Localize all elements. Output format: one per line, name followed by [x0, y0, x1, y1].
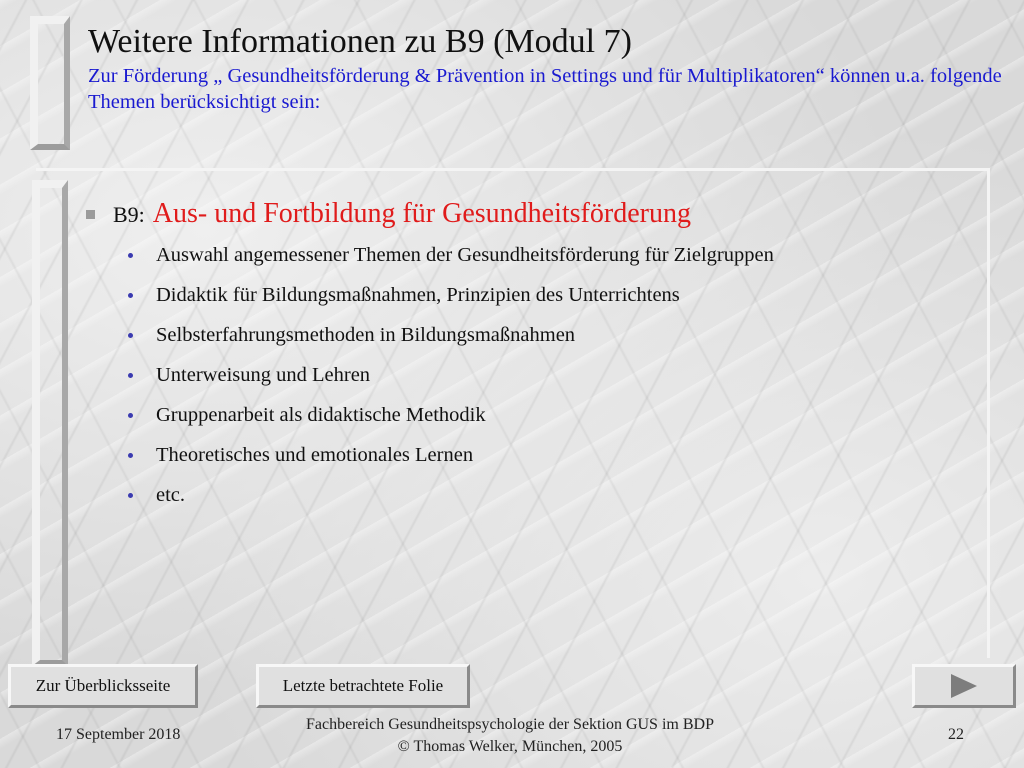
- bullet-dot-icon: [128, 333, 133, 338]
- bullet-dot-icon: [128, 253, 133, 258]
- bullet-dot-icon: [128, 493, 133, 498]
- list-item: [128, 479, 906, 511]
- footer-credit-line2: © Thomas Welker, München, 2005: [397, 738, 623, 755]
- list-item-text: Selbsterfahrungsmethoden in Bildungsmaßnahmen: [156, 324, 576, 346]
- list-item: [128, 439, 906, 471]
- list-item-text: Unterweisung und Lehren: [156, 364, 371, 386]
- list-item: [128, 399, 906, 431]
- list-item-text: etc.: [156, 484, 186, 506]
- list-item: [128, 359, 906, 391]
- square-bullet-icon: [86, 210, 95, 219]
- bullet-dot-icon: [128, 373, 133, 378]
- list-item-text: Auswahl angemessener Themen der Gesundheitsförderung für Zielgruppen: [156, 244, 774, 266]
- list-item-text: Gruppenarbeit als didaktische Methodik: [156, 404, 486, 426]
- list-item: [128, 239, 906, 271]
- slide-title: Weitere Informationen zu B9 (Modul 7): [88, 23, 632, 60]
- bullet-dot-icon: [128, 453, 133, 458]
- next-slide-button[interactable]: [912, 664, 1016, 708]
- title-frame-bracket: [30, 16, 70, 150]
- bullet-dot-icon: [128, 413, 133, 418]
- play-triangle-icon: [951, 674, 977, 698]
- slide-subtitle: Zur Förderung „ Gesundheitsförderung & Prävention in Settings und für Multiplikatoren“ können u.a. folgende Themen berücksichtigt sein:: [88, 65, 1002, 113]
- footer-credit: [250, 714, 770, 758]
- last-slide-button[interactable]: Letzte betrachtete Folie: [256, 664, 470, 708]
- content-frame-bracket: [32, 180, 68, 666]
- footer-date: 17 September 2018: [56, 726, 181, 743]
- bullet-dot-icon: [128, 293, 133, 298]
- slide-content: [86, 198, 906, 519]
- topic-prefix: B9:: [113, 202, 145, 227]
- topic-heading: Aus- und Fortbildung für Gesundheitsförderung: [152, 198, 691, 229]
- list-item-text: Theoretisches und emotionales Lernen: [156, 444, 474, 466]
- overview-button[interactable]: Zur Überblicksseite: [8, 664, 198, 708]
- list-item: [128, 279, 906, 311]
- topic-line: [86, 198, 906, 230]
- list-item: [128, 319, 906, 351]
- footer-credit-line1: Fachbereich Gesundheitspsychologie der Sektion GUS im BDP: [306, 716, 714, 733]
- list-item-text: Didaktik für Bildungsmaßnahmen, Prinzipien des Unterrichtens: [156, 284, 680, 306]
- title-area: [88, 22, 1018, 115]
- topic-list: [86, 239, 906, 511]
- page-number: 22: [948, 726, 964, 743]
